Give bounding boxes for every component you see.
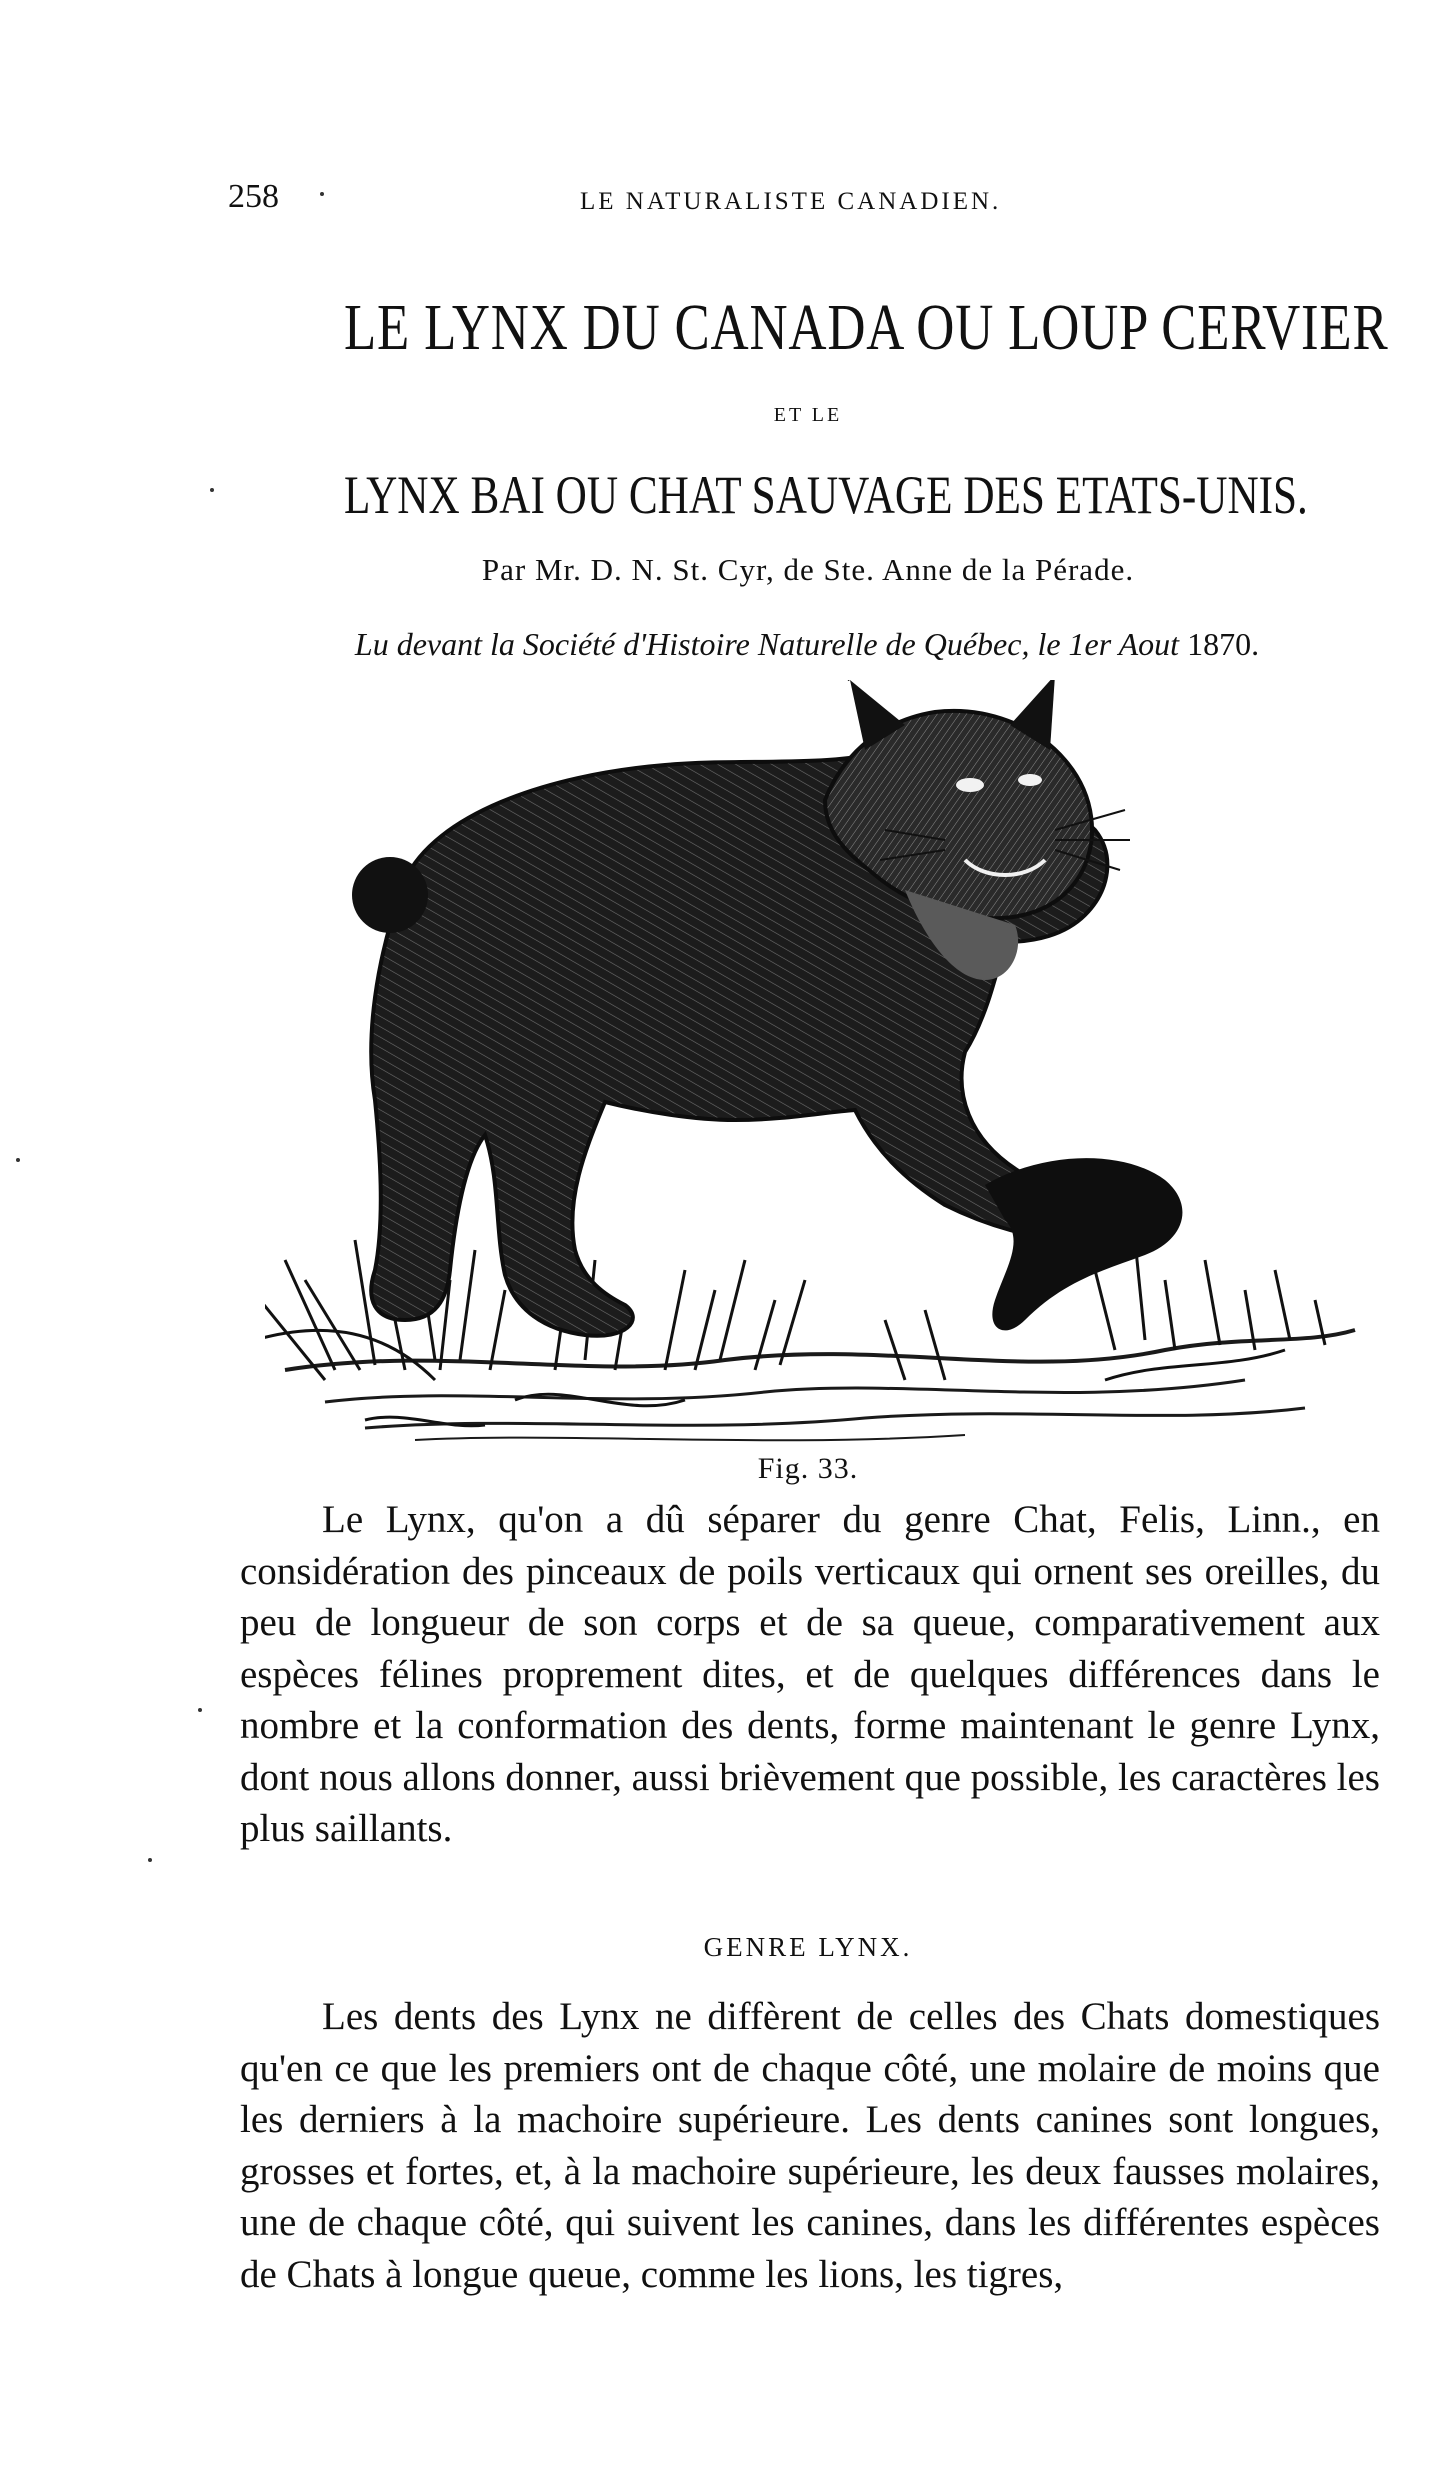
presentation-note-text: Lu devant la Société d'Histoire Naturelle de Québec, le 1er Aout <box>354 626 1180 662</box>
article-title-line-1: LE LYNX DU CANADA OU LOUP CERVIER <box>344 291 1389 364</box>
article-title-conjunction: ET LE <box>773 404 843 426</box>
section-heading: GENRE LYNX. <box>703 1932 913 1962</box>
author-byline: Par Mr. D. N. St. Cyr, de Ste. Anne de la Pérade. <box>481 552 1135 587</box>
figure-caption: Fig. 33. <box>757 1452 859 1485</box>
body-paragraph-1: Le Lynx, qu'on a dû séparer du genre Chat, Felis, Linn., en considération des pinceaux de poils verticaux qui ornent ses oreilles, du peu de longueur de son corps et de sa queue, comparativement aux espèces félines proprement dites, et de quelques différences dans le nombre et la conformation des dents, forme maintenant le genre Lynx, dont nous allons donner, aussi brièvement que possible, les caractères les plus saillants. <box>240 1498 1380 1850</box>
body-paragraph-2: Les dents des Lynx ne diffèrent de celles des Chats domestiques qu'en ce que les premiers ont de chaque côté, une molaire de moins que les derniers à la machoire supérieure. Les dents canines sont longues, grosses et fortes, et, à la machoire supérieure, les deux fausses molaires, une de chaque côté, qui suivent les canines, dans les différentes espèces de Chats à longue queue, comme les lions, les tigres, <box>240 1995 1380 2296</box>
presentation-year: 1870. <box>1187 626 1260 662</box>
page-number: 258 <box>228 178 279 215</box>
journal-title: LE NATURALISTE CANADIEN. <box>580 188 1002 215</box>
article-title-line-2: LYNX BAI OU CHAT SAUVAGE DES ETATS-UNIS. <box>344 465 1308 525</box>
